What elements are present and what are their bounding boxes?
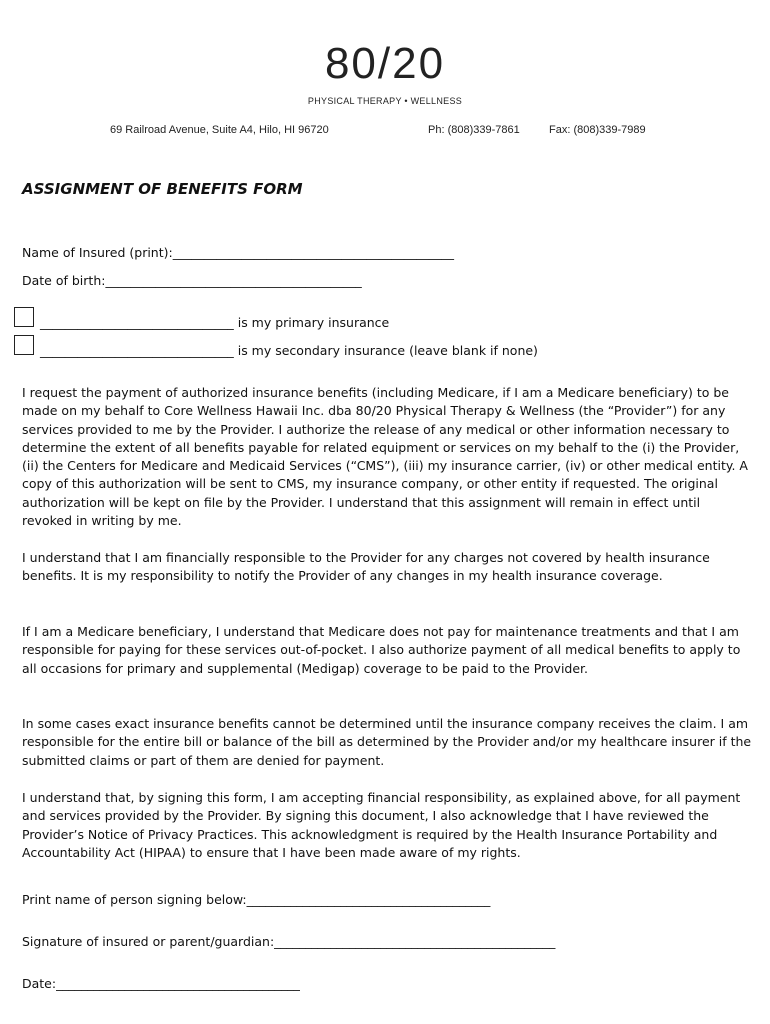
primary-insurance-checkbox[interactable] [14,307,34,327]
fax: Fax: (808)339-7989 [549,124,646,136]
signature-field[interactable]: Signature of insured or parent/guardian:_____________________________________________ [22,934,556,949]
secondary-insurance-checkbox[interactable] [14,335,34,355]
date-field[interactable]: Date:_______________________________________ [22,976,300,991]
name-of-insured-field[interactable]: Name of Insured (print):_____________________________________________ [22,245,454,260]
phone: Ph: (808)339-7861 [428,124,520,136]
logo [0,40,770,106]
logo-mark: 80/20 [324,39,446,88]
paragraph-benefits-determination: In some cases exact insurance benefits cannot be determined until the insurance company receives the claim. I am responsible for the entire bill or balance of the bill as determined by the Provider and/or my healthcare insurer if the submitted claims or part of them are denied for payment. [22,716,752,768]
form-title: ASSIGNMENT OF BENEFITS FORM [22,180,303,198]
date-of-birth-field[interactable]: Date of birth:_________________________________________ [22,273,362,288]
primary-insurance-field[interactable]: _______________________________ is my primary insurance [40,315,390,330]
paragraph-financial-responsibility: I understand that I am financially responsible to the Provider for any charges not covered by health insurance benefits. It is my responsibility to notify the Provider of any changes in my health insurance coverage. [22,550,710,584]
secondary-insurance-field[interactable]: _______________________________ is my secondary insurance (leave blank if none) [40,343,538,358]
print-name-field[interactable]: Print name of person signing below:_______________________________________ [22,892,491,907]
paragraph-medicare: If I am a Medicare beneficiary, I understand that Medicare does not pay for maintenance treatments and that I am responsible for paying for these services out-of-pocket. I also authorize payment of all medical benefits to apply to all occasions for primary and supplemental (Medigap) coverage to be paid to the Provider. [22,624,741,676]
address: 69 Railroad Avenue, Suite A4, Hilo, HI 96720 [110,124,329,136]
logo-subtitle: PHYSICAL THERAPY • WELLNESS [307,96,463,106]
paragraph-authorization: I request the payment of authorized insurance benefits (including Medicare, if I am a Medicare beneficiary) to be made on my behalf to Core Wellness Hawaii Inc. dba 80/20 Physical Therapy & Wellness (the “Provider”) for any services provided to me by the Provider. I authorize the release of any medical or other information necessary to determine the extent of all benefits payable for related equipment or services on my behalf to the (i) the Provider, (ii) the Centers for Medicare and Medicaid Services (“CMS”), (iii) my insurance carrier, (iv) or other medical entity. A copy of this authorization will be sent to CMS, my insurance company, or other entity if requested. The original authorization will be kept on file by the Provider. I understand that this assignment will remain in effect until revoked in writing by me. [22,385,748,529]
paragraph-hipaa: I understand that, by signing this form, I am accepting financial responsibility, as explained above, for all payment and services provided by the Provider. By signing this document, I also acknowledge that I have reviewed the Provider’s Notice of Privacy Practices. This acknowledgment is required by the Health Insurance Portability and Accountability Act (HIPAA) to ensure that I have been made aware of my rights. [22,790,741,860]
